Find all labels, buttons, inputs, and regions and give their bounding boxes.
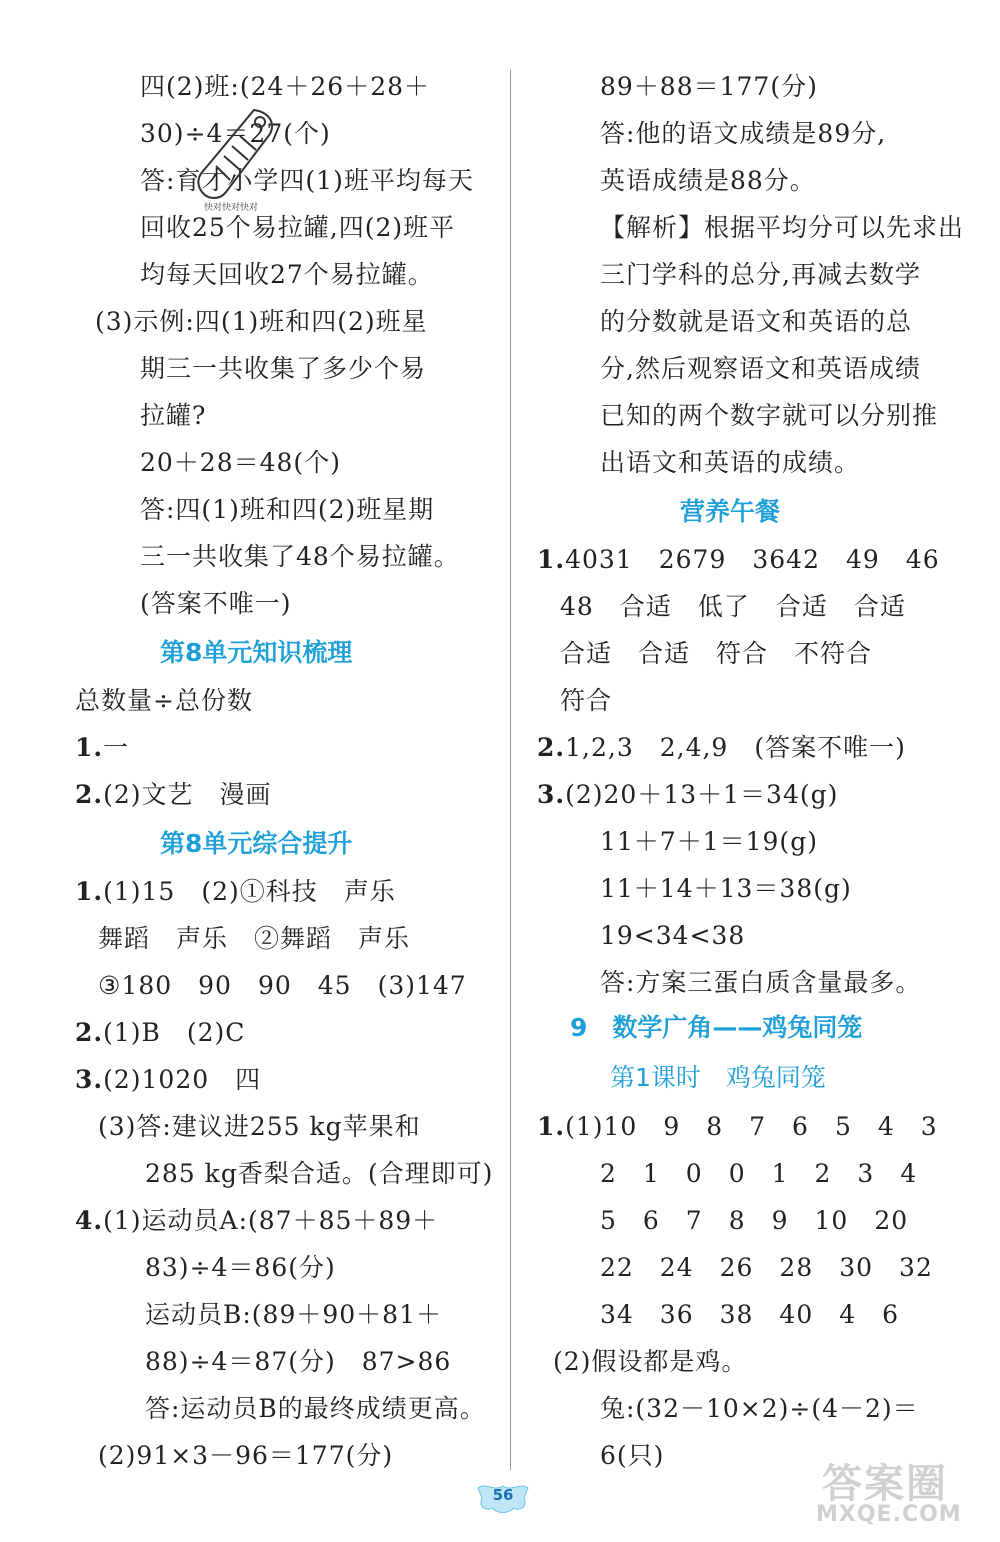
- answer-text: (2)文艺 漫画: [103, 780, 272, 809]
- text-line: [75, 877, 396, 907]
- text-line: 总数量÷总份数: [75, 686, 253, 715]
- text-line: 【解析】根据平均分可以先求出: [600, 213, 965, 242]
- text-line: (2)假设都是鸡。: [553, 1347, 748, 1376]
- text-line: 6(只): [600, 1441, 665, 1470]
- item-number: 1.: [75, 733, 104, 762]
- text-line: 答:四(1)班和四(2)班星期: [140, 495, 435, 524]
- text-line: 的分数就是语文和英语的总: [600, 307, 913, 336]
- text-line: 四(2)班:(24＋26＋28＋: [140, 72, 431, 101]
- text-line: 20＋28＝48(个): [140, 448, 341, 477]
- answer-text: 一: [103, 733, 130, 762]
- answer-text: (1)10 9 8 7 6 5 4 3: [565, 1112, 938, 1141]
- text-line: [537, 780, 838, 810]
- page-number-badge: [474, 1480, 532, 1516]
- answer-text: (1)15 (2)①科技 声乐: [103, 877, 396, 906]
- text-line: 三门学科的总分,再减去数学: [600, 260, 921, 289]
- text-line: 83)÷4＝86(分): [145, 1253, 336, 1282]
- text-line: 22 24 26 28 30 32: [600, 1253, 933, 1282]
- text-line: [75, 1065, 261, 1095]
- chapter-heading: 9 数学广角——鸡兔同笼: [570, 1013, 863, 1042]
- text-line: 19<34<38: [600, 921, 746, 950]
- item-number: 3.: [75, 1065, 104, 1094]
- section-heading: 第8单元知识梳理: [160, 638, 353, 667]
- item-number: 4.: [75, 1206, 104, 1235]
- text-line: 英语成绩是88分。: [600, 166, 816, 195]
- lesson-heading: 第1课时 鸡兔同笼: [610, 1063, 826, 1092]
- text-line: (答案不唯一): [140, 589, 292, 618]
- text-line: 运动员B:(89＋90＋81＋: [145, 1300, 442, 1329]
- watermark-line1: 答案圈: [822, 1461, 948, 1507]
- text-line: 11＋7＋1＝19(g): [600, 827, 818, 856]
- text-line: [537, 545, 940, 575]
- item-number: 2.: [537, 733, 566, 762]
- text-line: 期三一共收集了多少个易: [140, 354, 427, 383]
- watermark-line2: MXQE.COM: [816, 1502, 962, 1527]
- answer-text: (1)运动员A:(87＋85＋89＋: [103, 1206, 439, 1235]
- text-line: 答:运动员B的最终成绩更高。: [145, 1394, 486, 1423]
- item-number: 1.: [75, 877, 104, 906]
- item-number: 2.: [75, 1018, 104, 1047]
- text-line: 分,然后观察语文和英语成绩: [600, 354, 921, 383]
- section-heading: 营养午餐: [680, 497, 781, 526]
- text-line: 已知的两个数字就可以分别推: [600, 401, 939, 430]
- text-line: 5 6 7 8 9 10 20: [600, 1206, 909, 1235]
- text-line: 答:方案三蛋白质含量最多。: [600, 968, 922, 997]
- text-line: 均每天回收27个易拉罐。: [140, 260, 434, 289]
- text-line: 34 36 38 40 4 6: [600, 1300, 900, 1329]
- text-line: 89＋88＝177(分): [600, 72, 818, 101]
- text-line: 2 1 0 0 1 2 3 4: [600, 1159, 918, 1188]
- text-line: [75, 1018, 245, 1048]
- text-line: 答:育才小学四(1)班平均每天: [140, 166, 474, 195]
- text-line: [75, 780, 272, 810]
- text-line: 符合: [560, 686, 613, 715]
- text-line: 回收25个易拉罐,四(2)班平: [140, 213, 456, 242]
- text-line: 11＋14＋13＝38(g): [600, 874, 852, 903]
- column-divider: [510, 70, 511, 1470]
- text-line: 合适 合适 符合 不符合: [560, 639, 873, 668]
- answer-text: (2)1020 四: [103, 1065, 262, 1094]
- item-number: 1.: [537, 545, 566, 574]
- text-line: [75, 733, 129, 763]
- stamp-label: 快对快对快对: [204, 203, 259, 213]
- text-line: [537, 1112, 938, 1142]
- text-line: 答:他的语文成绩是89分,: [600, 119, 887, 148]
- answer-text: (2)20＋13＋1＝34(g): [565, 780, 839, 809]
- text-line: (2)91×3－96＝177(分): [98, 1441, 394, 1470]
- text-line: 出语文和英语的成绩。: [600, 448, 861, 477]
- text-line: [537, 733, 906, 763]
- section-heading: 第8单元综合提升: [160, 829, 353, 858]
- text-line: 舞蹈 声乐 ②舞蹈 声乐: [98, 924, 411, 953]
- text-line: [75, 1206, 438, 1236]
- text-line: (3)示例:四(1)班和四(2)班星: [95, 307, 428, 336]
- text-line: 三一共收集了48个易拉罐。: [140, 542, 460, 571]
- answer-text: 4031 2679 3642 49 46: [565, 545, 940, 574]
- stamp-icon: [196, 106, 278, 202]
- text-line: 285 kg香梨合适。(合理即可): [145, 1159, 494, 1188]
- item-number: 3.: [537, 780, 566, 809]
- text-line: 兔:(32－10×2)÷(4－2)＝: [600, 1394, 919, 1423]
- answer-text: (1)B (2)C: [103, 1018, 246, 1047]
- answer-text: 1,2,3 2,4,9 (答案不唯一): [565, 733, 906, 762]
- text-line: ③180 90 90 45 (3)147: [98, 971, 467, 1000]
- text-line: 30)÷4＝27(个): [140, 119, 331, 148]
- item-number: 1.: [537, 1112, 566, 1141]
- item-number: 2.: [75, 780, 104, 809]
- text-line: 48 合适 低了 合适 合适: [560, 592, 906, 621]
- site-watermark: [812, 1452, 992, 1532]
- text-line: (3)答:建议进255 kg苹果和: [98, 1112, 421, 1141]
- text-line: 88)÷4＝87(分) 87>86: [145, 1347, 452, 1376]
- page-number: 56: [492, 1486, 514, 1504]
- text-line: 拉罐?: [140, 401, 207, 430]
